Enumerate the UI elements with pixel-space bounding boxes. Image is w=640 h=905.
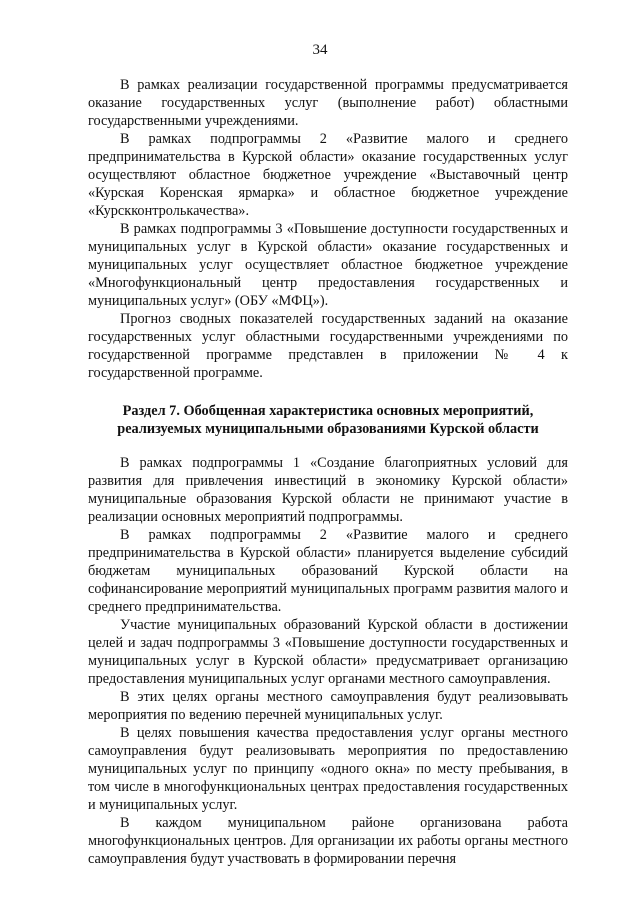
page-content bbox=[88, 76, 568, 868]
paragraph: В рамках подпрограммы 3 «Повышение доступности государственных и муниципальных услуг в Курской области» оказание государственных и муниципальных услуг осуществляет областное бюджетное учреждение «Многофункциональный центр предоставления государственных и муниципальных услуг» (ОБУ «МФЦ»). bbox=[88, 221, 568, 309]
paragraph: В рамках подпрограммы 2 «Развитие малого и среднего предпринимательства в Курской области» оказание государственных услуг осуществляют областное бюджетное учреждение «Выставочный центр «Курская Коренская ярмарка» и областное бюджетное учреждение «Курскконтролькачества». bbox=[88, 131, 568, 219]
paragraph: В этих целях органы местного самоуправления будут реализовывать мероприятия по ведению перечней муниципальных услуг. bbox=[88, 689, 568, 723]
paragraph: Участие муниципальных образований Курской области в достижении целей и задач подпрограммы 3 «Повышение доступности государственных и муниципальных услуг в Курской области» предусматривает организацию предоставления муниципальных услуг органами местного самоуправления. bbox=[88, 617, 568, 687]
paragraph: Прогноз сводных показателей государственных заданий на оказание государственных услуг областными государственными учреждениями по государственной программе представлен в приложении № 4 к государственной программе. bbox=[88, 311, 568, 381]
paragraph: В рамках подпрограммы 1 «Создание благоприятных условий для развития для привлечения инвестиций в экономику Курской области» муниципальные образования Курской области не принимают участие в реализации основных мероприятий подпрограммы. bbox=[88, 455, 568, 525]
paragraph: В рамках подпрограммы 2 «Развитие малого и среднего предпринимательства в Курской области» планируется выделение субсидий бюджетам муниципальных образований Курской области на софинансирование мероприятий муниципальных программ развития малого и среднего предпринимательства. bbox=[88, 527, 568, 615]
paragraph: В каждом муниципальном районе организована работа многофункциональных центров. Для организации их работы органы местного самоуправления будут участвовать в формировании перечня bbox=[88, 815, 568, 867]
paragraph: В рамках реализации государственной программы предусматривается оказание государственных услуг (выполнение работ) областными государственными учреждениями. bbox=[88, 77, 568, 129]
page-number: 34 bbox=[312, 42, 328, 58]
paragraph: В целях повышения качества предоставления услуг органы местного самоуправления будут реализовывать мероприятия по предоставлению муниципальных услуг по принципу «одного окна» по месту пребывания, в том числе в многофункциональных центрах предоставления государственных и муниципальных услуг. bbox=[88, 725, 568, 813]
section-heading: Раздел 7. Обобщенная характеристика основных мероприятий, реализуемых муниципальными образованиями Курской области bbox=[117, 403, 539, 437]
